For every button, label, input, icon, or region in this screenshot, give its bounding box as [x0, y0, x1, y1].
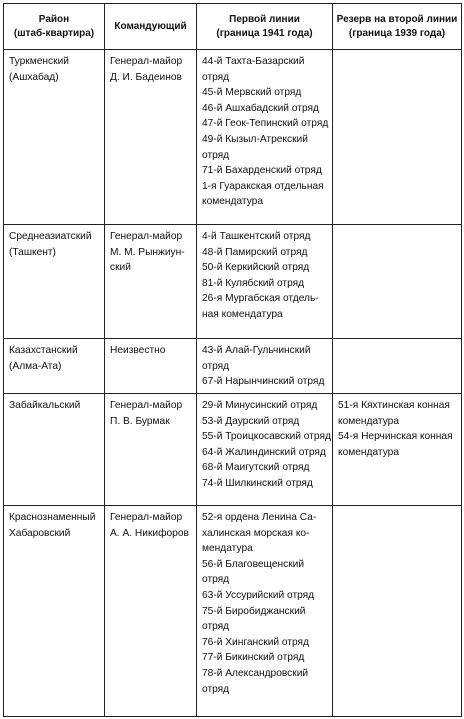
commander-cell — [105, 394, 197, 506]
list-item — [202, 476, 328, 492]
list-item-line: 43-й Алай-Гульчинский — [202, 345, 311, 356]
district-cell — [4, 506, 105, 717]
list-item — [202, 429, 331, 445]
list-item-line: 55-й Троицкосавский отряд — [202, 431, 331, 443]
table-row — [4, 394, 462, 506]
list-item — [202, 132, 328, 163]
list-item-line: 1-я Гуаракская отдельная — [202, 180, 324, 192]
list-item-line: 76-й Хинганский отряд — [202, 636, 310, 648]
reserve-units-cell — [333, 339, 462, 394]
header-first-line — [197, 4, 333, 50]
list-item — [202, 276, 328, 292]
list-item — [202, 343, 328, 374]
list-item-line: 29-й Минусинский отряд — [202, 400, 318, 411]
list-item-line: 46-й Ашхабадский отряд — [202, 102, 319, 114]
header-line: Командующий — [114, 20, 187, 32]
list-item-line: 51-я Кяхтинская конная — [338, 400, 450, 411]
district-cell-line: (Ашхабад) — [9, 71, 59, 83]
list-item — [202, 414, 328, 430]
commander-cell-line: Генерал-майор — [110, 400, 183, 411]
commander-cell-line: Генерал-майор — [110, 512, 183, 523]
commander-cell — [105, 50, 197, 225]
list-item-line: 63-й Уссурийский отряд — [202, 589, 315, 601]
commander-cell-line: Генерал-майор — [110, 231, 183, 242]
list-item-line: халинская морская ко- — [202, 527, 310, 539]
list-item-line: 54-я Нерчинская конная — [338, 431, 453, 443]
list-item-line: 50-й Керкийский отряд — [202, 262, 310, 274]
list-item — [338, 429, 457, 460]
header-line: (граница 1939 года) — [348, 27, 446, 39]
list-item — [202, 163, 328, 179]
table-row — [4, 339, 462, 394]
reserve-units-cell — [333, 50, 462, 225]
list-item — [202, 229, 328, 245]
district-cell-line: Среднеазиатский — [9, 231, 92, 242]
list-item-line: 78-й Александровский — [202, 667, 309, 679]
list-item-line: 81-й Кулябский отряд — [202, 277, 305, 289]
district-cell — [4, 394, 105, 506]
list-item-line: 67-й Нарынчинский отряд — [202, 376, 325, 388]
list-item — [202, 460, 328, 476]
district-cell-line: Хабаровский — [9, 527, 71, 539]
list-item — [202, 398, 328, 414]
district-cell — [4, 225, 105, 339]
list-item-line: комендатура — [338, 446, 400, 458]
reserve-units-cell — [333, 394, 462, 506]
header-district — [4, 4, 105, 50]
list-item-line: 71-й Бахарденский отряд — [202, 165, 322, 177]
header-line: Район — [38, 13, 70, 25]
list-item — [202, 666, 328, 697]
list-item-line: отряд — [202, 683, 230, 695]
list-item-line: отряд — [202, 71, 230, 83]
table-row — [4, 50, 462, 225]
list-item — [202, 54, 328, 85]
first-line-units-cell — [197, 50, 333, 225]
list-item — [202, 604, 328, 635]
list-item-line: 47-й Геок-Тепинский отряд — [202, 118, 329, 130]
list-item-line: 44-й Тахта-Базарский — [202, 56, 305, 67]
list-item-line: 64-й Жалиндинский отряд — [202, 446, 326, 458]
reserve-units-cell — [333, 225, 462, 339]
district-cell — [4, 50, 105, 225]
commander-cell-line: Д. И. Бадеинов — [110, 71, 182, 83]
list-item-line: 4-й Ташкентский отряд — [202, 231, 311, 242]
commander-cell-line: А. А. Никифоров — [110, 527, 189, 539]
district-cell-line: Казахстанский — [9, 345, 78, 356]
first-line-units-cell — [197, 339, 333, 394]
list-item — [202, 245, 328, 261]
district-cell-line: Краснознаменный — [9, 512, 96, 523]
list-item-line: 56-й Благовещенский — [202, 558, 305, 570]
table-body — [4, 50, 462, 717]
reserve-units-cell — [333, 506, 462, 717]
first-line-units-cell — [197, 225, 333, 339]
commander-cell — [105, 339, 197, 394]
header-row — [4, 4, 462, 50]
list-item-line: 48-й Памирский отряд — [202, 246, 308, 258]
list-item-line: отряд — [202, 149, 230, 161]
list-item-line: 77-й Бикинский отряд — [202, 652, 305, 664]
district-cell — [4, 339, 105, 394]
header-line: (граница 1941 года) — [216, 27, 313, 39]
commander-cell-line: ский — [110, 262, 131, 274]
district-cell-line: (Ташкент) — [9, 246, 56, 258]
list-item-line: 26-я Мургабская отдель- — [202, 293, 319, 305]
commander-cell — [105, 225, 197, 339]
header-line: Первой линии — [229, 13, 300, 25]
list-item-line: ная комендатура — [202, 308, 283, 320]
district-cell-line: Туркменский — [9, 56, 69, 67]
list-item-line: 45-й Мервский отряд — [202, 87, 302, 99]
list-item — [202, 85, 328, 101]
list-item — [202, 374, 328, 390]
list-item — [202, 635, 328, 651]
commander-cell-line: М. М. Рынжиун- — [110, 246, 185, 258]
list-item-line: 75-й Биробиджанский — [202, 605, 306, 617]
district-cell-line: (Алма-Ата) — [9, 360, 62, 372]
list-item — [202, 650, 328, 666]
commander-cell-line: П. В. Бурмак — [110, 415, 170, 427]
list-item-line: отряд — [202, 360, 230, 372]
table-row — [4, 225, 462, 339]
list-item — [202, 179, 328, 210]
list-item — [202, 588, 328, 604]
first-line-units-cell — [197, 394, 333, 506]
table-row — [4, 506, 462, 717]
list-item-line: 53-й Даурский отряд — [202, 415, 300, 427]
list-item-line: 68-й Маигутский отряд — [202, 462, 310, 474]
list-item — [202, 116, 328, 132]
list-item-line: комендатура — [338, 415, 400, 427]
border-districts-table — [3, 3, 462, 717]
header-line: (штаб-квартира) — [13, 27, 95, 39]
commander-cell-line: Генерал-майор — [110, 56, 183, 67]
list-item — [202, 510, 328, 557]
list-item-line: мендатура — [202, 543, 253, 555]
commander-cell-line: Неизвестно — [110, 345, 166, 356]
list-item-line: отряд — [202, 574, 230, 586]
list-item — [202, 260, 328, 276]
list-item-line: отряд — [202, 621, 230, 633]
header-line: Резерв на второй линии — [336, 13, 458, 25]
list-item — [202, 291, 328, 322]
list-item-line: 49-й Кызыл-Атрекский — [202, 133, 308, 145]
list-item — [202, 445, 328, 461]
list-item-line: 74-й Шилкинский отряд — [202, 477, 313, 489]
list-item — [202, 557, 328, 588]
commander-cell — [105, 506, 197, 717]
header-commander — [105, 4, 197, 50]
header-reserve — [333, 4, 462, 50]
district-cell-line: Забайкальский — [9, 400, 81, 411]
list-item-line: 52-я ордена Ленина Са- — [202, 512, 317, 523]
list-item — [338, 398, 457, 429]
first-line-units-cell — [197, 506, 333, 717]
list-item-line: комендатура — [202, 196, 264, 208]
list-item — [202, 101, 328, 117]
